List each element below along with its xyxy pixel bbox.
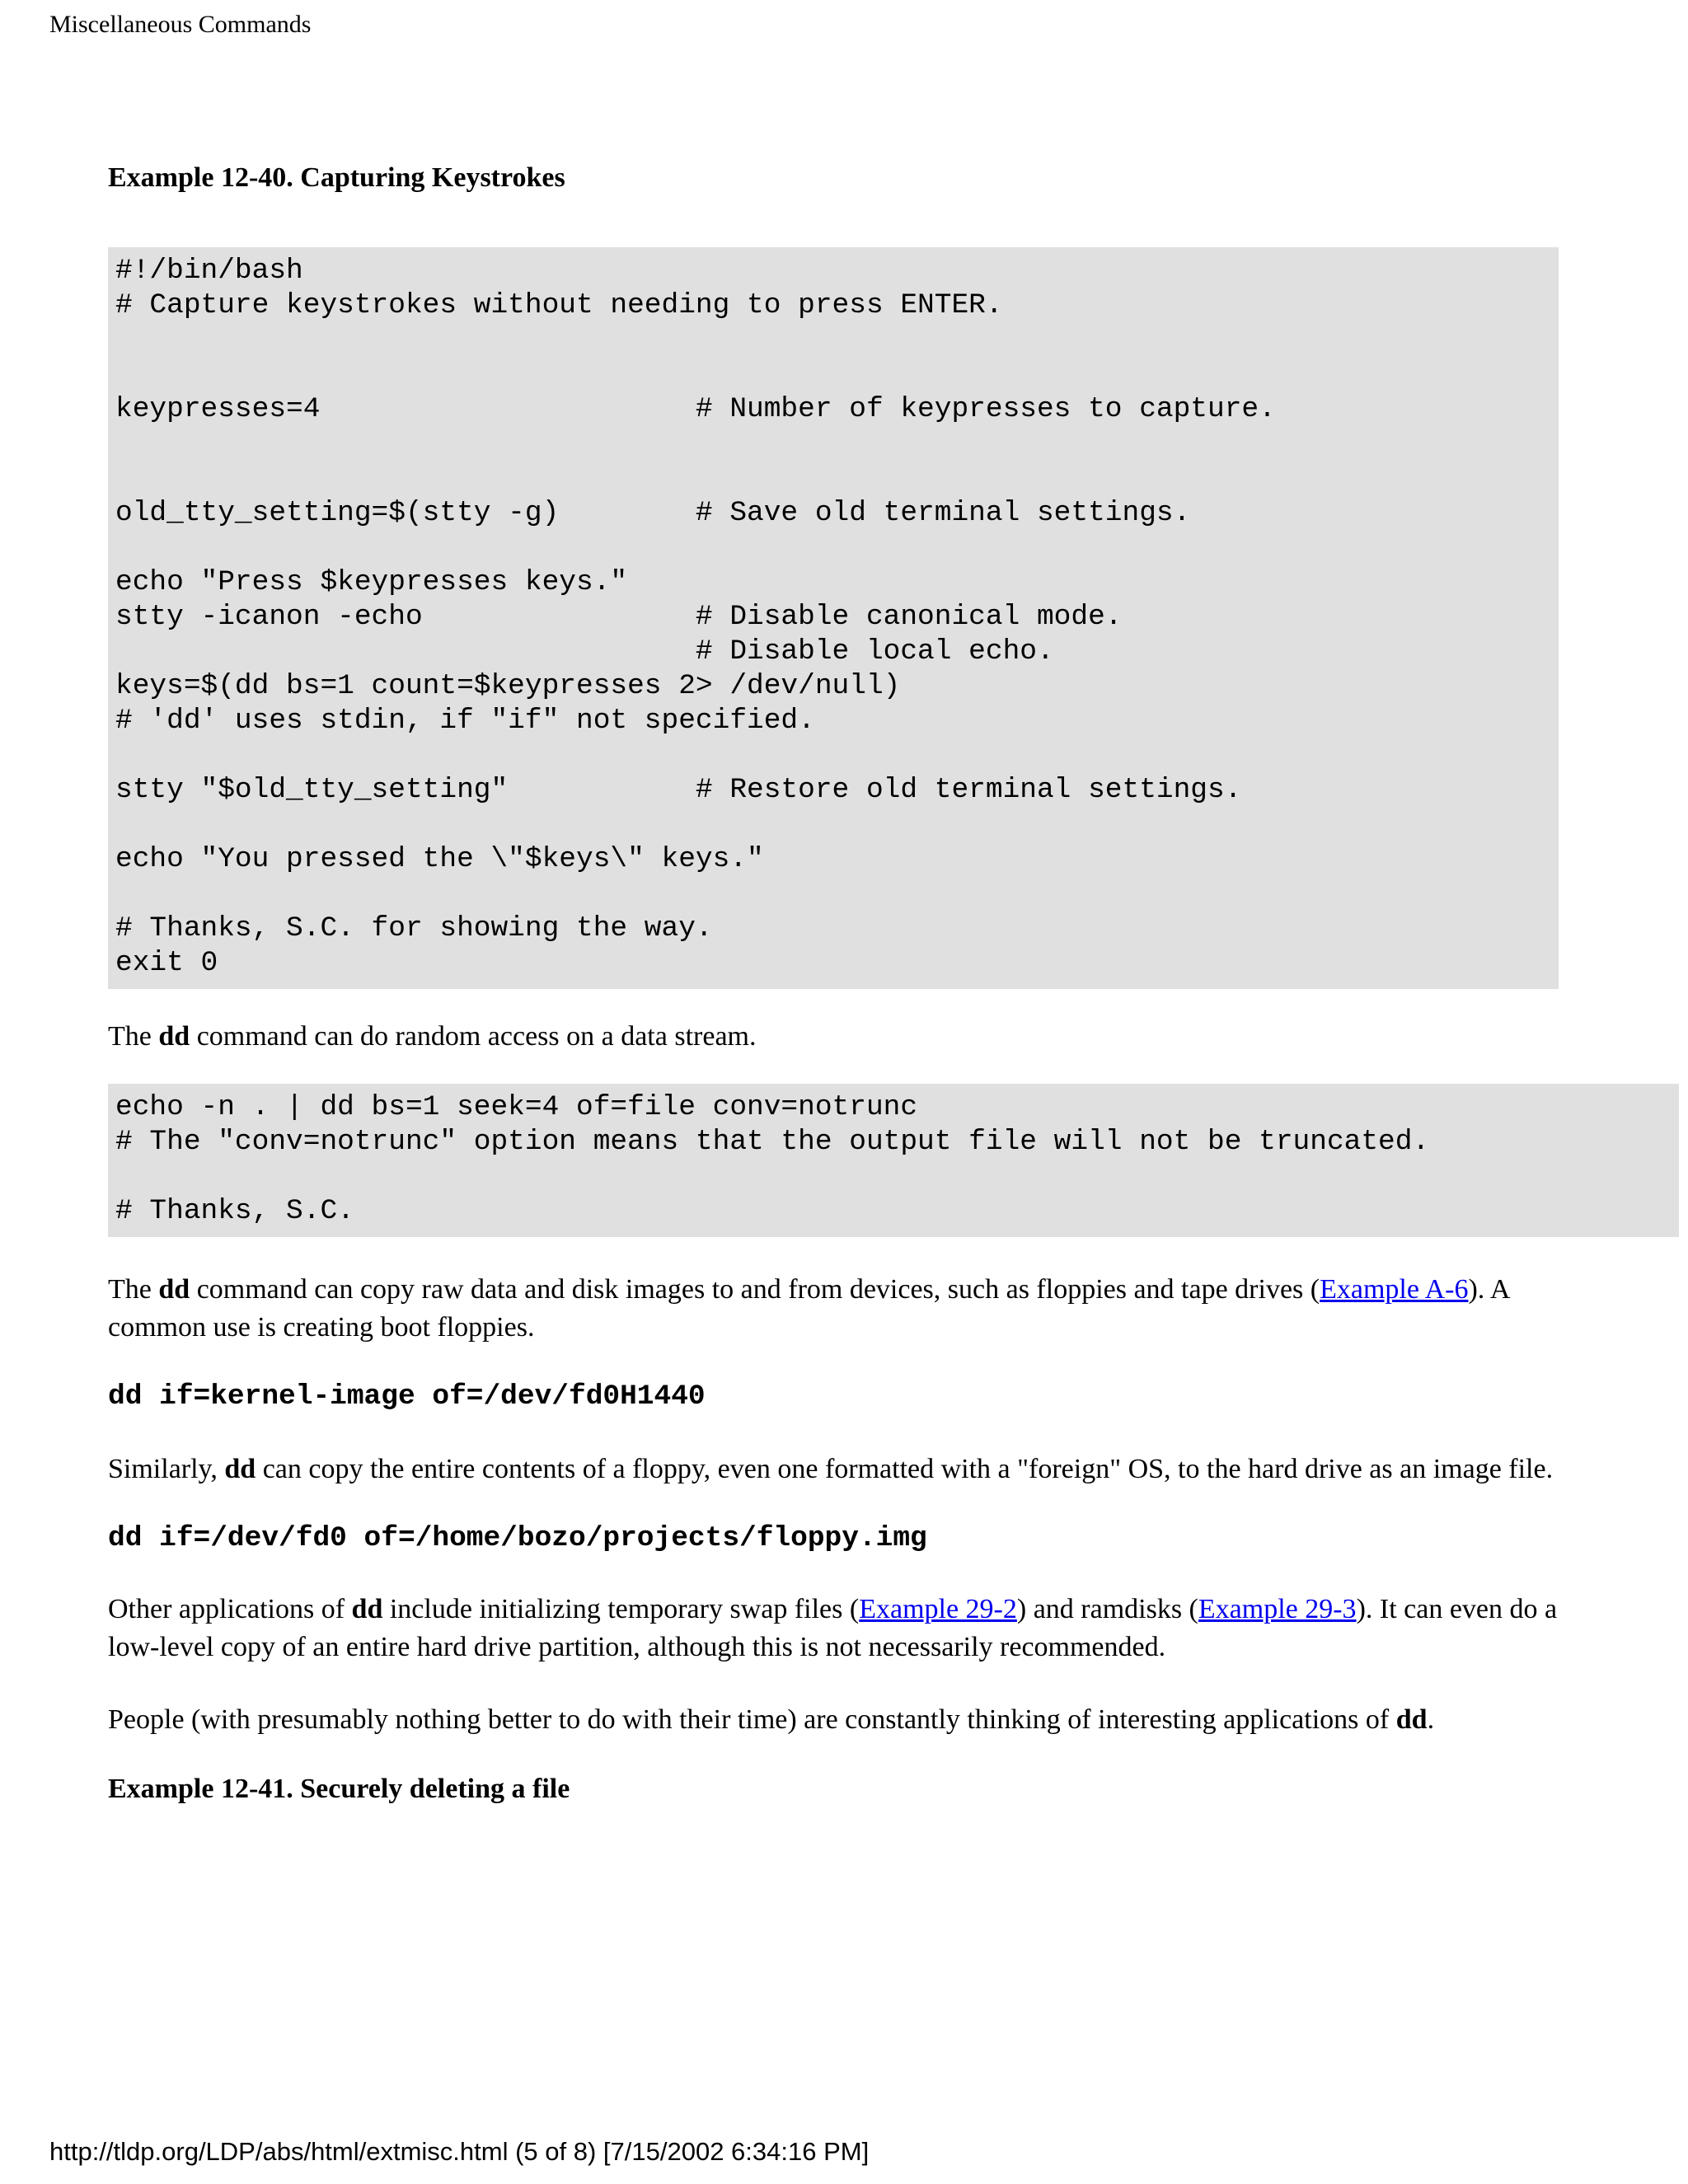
paragraph-dd-random-access xyxy=(108,1018,1592,1056)
text: The xyxy=(108,1021,159,1052)
command-line-floppy-image: dd if=/dev/fd0 of=/home/bozo/projects/floppy.img xyxy=(108,1522,927,1554)
command-name-dd: dd xyxy=(1395,1704,1428,1735)
link-example-29-2[interactable]: Example 29-2 xyxy=(859,1594,1017,1624)
code-block-capturing-keystrokes: #!/bin/bash # Capture keystrokes without needing to press ENTER. keypresses=4 # Number of keypresses to capture. old_tty_setting=$(stty -g) # Save old terminal settings. echo "Press $keypresses keys." stty -icanon -echo # Disable canonical mode. # Disable local echo. keys=$(dd bs=1 count=$keypresses 2> /dev/null) # 'dd' uses stdin, if "if" not specified. stty "$old_tty_setting" # Restore old terminal settings. echo "You pressed the \"$keys\" keys." # Thanks, S.C. for showing the way. exit 0 xyxy=(108,247,1559,989)
text: command can copy raw data and disk images to and from devices, such as floppies and tape drives ( xyxy=(190,1274,1320,1305)
page-footer: http://tldp.org/LDP/abs/html/extmisc.html (5 of 8) [7/15/2002 6:34:16 PM] xyxy=(49,2137,870,2166)
paragraph-dd-other-applications xyxy=(108,1591,1592,1666)
text: ). A common use is creating boot floppies. xyxy=(108,1274,1509,1343)
example-title-12-41: Example 12-41. Securely deleting a file xyxy=(108,1774,570,1804)
command-line-kernel-image: dd if=kernel-image of=/dev/fd0H1440 xyxy=(108,1380,706,1413)
paragraph-dd-people xyxy=(108,1701,1592,1739)
text: ) and ramdisks ( xyxy=(1016,1594,1198,1624)
text: include initializing temporary swap files ( xyxy=(382,1594,860,1624)
command-name-dd: dd xyxy=(158,1021,190,1052)
text: can copy the entire contents of a floppy, even one formatted with a "foreign" OS, to the hard drive as an image file. xyxy=(256,1454,1554,1484)
command-name-dd: dd xyxy=(224,1454,256,1484)
text: Similarly, xyxy=(108,1454,225,1484)
text: The xyxy=(108,1274,159,1305)
document-content xyxy=(108,161,1592,1807)
link-example-a-6[interactable]: Example A-6 xyxy=(1320,1274,1469,1305)
link-example-29-3[interactable]: Example 29-3 xyxy=(1198,1594,1357,1624)
paragraph-dd-copy-raw xyxy=(108,1271,1592,1347)
code-block-dd-seek: echo -n . | dd bs=1 seek=4 of=file conv=notrunc # The "conv=notrunc" option means that the output file will not be truncated. # Thanks, S.C. xyxy=(108,1084,1679,1237)
text: ). It can even do a low-level copy of an entire hard drive partition, although this is not necessarily recommended. xyxy=(108,1594,1558,1662)
text: command can do random access on a data stream. xyxy=(190,1021,757,1052)
command-name-dd: dd xyxy=(158,1274,190,1305)
page-header: Miscellaneous Commands xyxy=(49,11,312,38)
command-name-dd: dd xyxy=(351,1594,383,1624)
text: . xyxy=(1427,1704,1435,1735)
text: People (with presumably nothing better to do with their time) are constantly thinking of interesting applications of xyxy=(108,1704,1396,1735)
text: Other applications of xyxy=(108,1594,352,1624)
example-title-12-40: Example 12-40. Capturing Keystrokes xyxy=(108,162,565,193)
paragraph-dd-copy-floppy xyxy=(108,1451,1592,1488)
